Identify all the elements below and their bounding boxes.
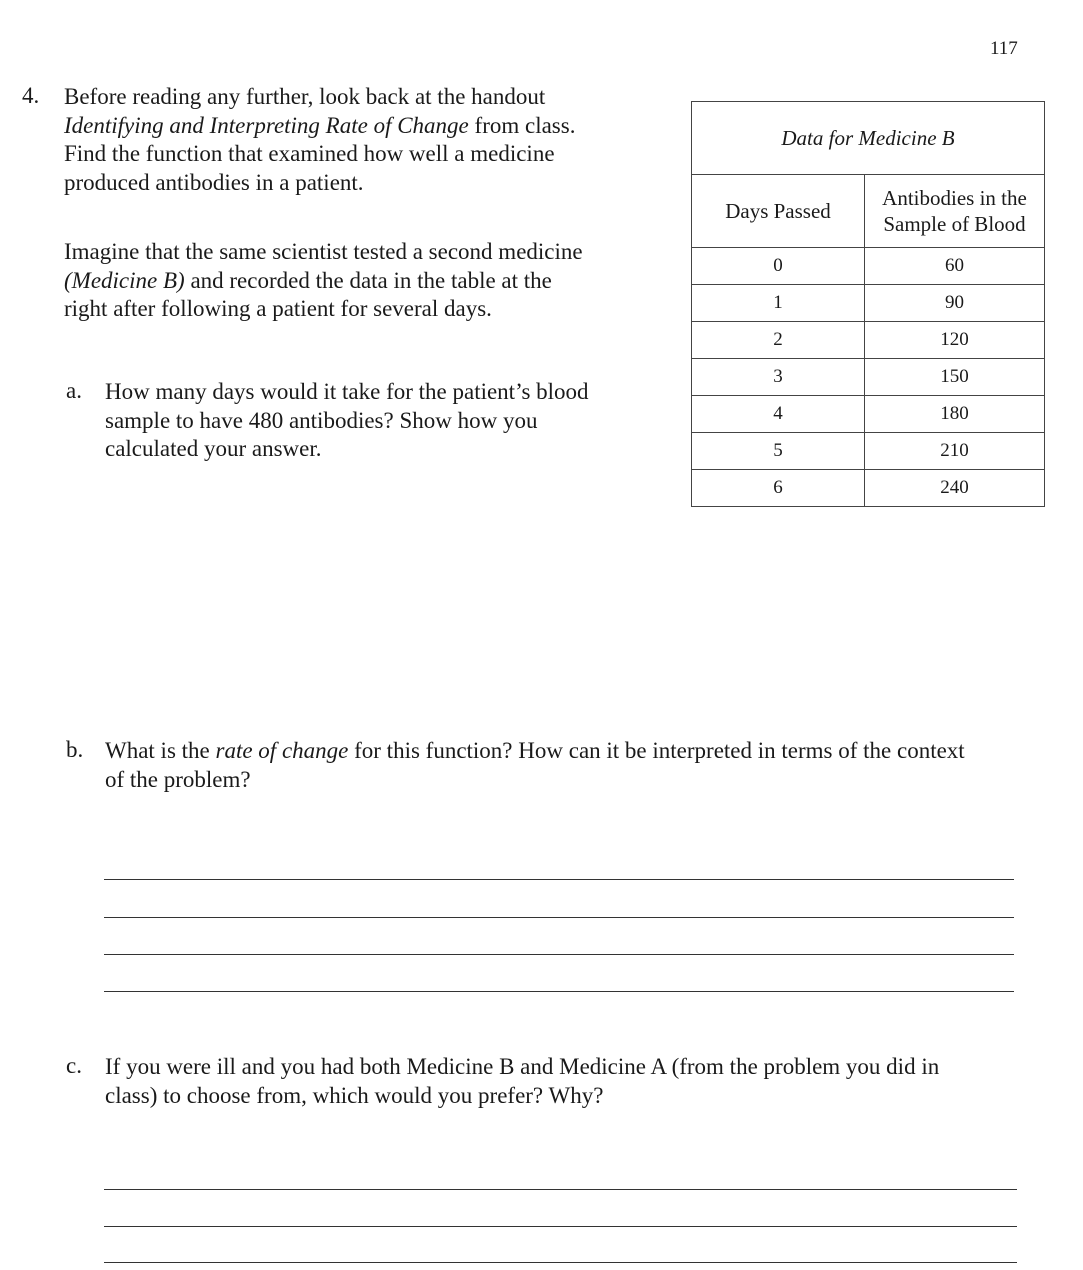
intro-line-2 — [64, 112, 664, 141]
part-c-label: c. — [66, 1053, 82, 1078]
question-intro — [64, 83, 664, 197]
part-c-line-1: If you were ill and you had both Medicine B and Medicine A (from the problem you did in — [105, 1054, 940, 1079]
part-a-line-3: calculated your answer. — [105, 436, 322, 461]
answer-line-b-3[interactable] — [104, 954, 1014, 955]
table-row — [692, 433, 1045, 470]
col-header-antibodies-line2: Sample of Blood — [883, 212, 1026, 236]
days-cell: 3 — [692, 359, 865, 396]
answer-line-b-4[interactable] — [104, 991, 1014, 992]
question-number: 4. — [22, 83, 40, 108]
part-c-question — [105, 1053, 1045, 1110]
table-row — [692, 285, 1045, 322]
context-line-2-rest: and recorded the data in the table at the — [184, 267, 552, 293]
days-cell: 0 — [692, 248, 865, 285]
part-a-label: a. — [66, 378, 82, 403]
part-a-line-2: sample to have 480 antibodies? Show how you — [105, 407, 538, 433]
antibodies-cell: 150 — [865, 359, 1045, 396]
answer-line-b-2[interactable] — [104, 917, 1014, 918]
antibodies-cell: 120 — [865, 322, 1045, 359]
page-number: 117 — [990, 38, 1018, 59]
intro-line-1: Before reading any further, look back at the handout — [64, 84, 546, 109]
handout-title: Identifying and Interpreting Rate of Change — [64, 112, 469, 138]
table-row — [692, 322, 1045, 359]
part-b-label: b. — [66, 737, 84, 762]
antibodies-cell: 90 — [865, 285, 1045, 322]
days-cell: 6 — [692, 470, 865, 507]
antibodies-cell: 60 — [865, 248, 1045, 285]
col-header-antibodies-line1: Antibodies in the — [882, 186, 1027, 210]
rate-of-change-term: rate of change — [215, 738, 349, 763]
part-b-line-2: of the problem? — [105, 766, 251, 792]
medicine-b-label: (Medicine B) — [64, 267, 185, 293]
intro-line-3: Find the function that examined how well a medicine — [64, 141, 555, 166]
intro-line-4: produced antibodies in a patient. — [64, 169, 364, 195]
antibodies-cell: 180 — [865, 396, 1045, 433]
antibodies-cell: 210 — [865, 433, 1045, 470]
col-header-antibodies — [865, 175, 1045, 248]
part-a-question — [105, 378, 665, 464]
part-c-line-2: class) to choose from, which would you prefer? Why? — [105, 1082, 604, 1108]
context-line-3: right after following a patient for several days. — [64, 296, 492, 321]
answer-line-c-1[interactable] — [104, 1189, 1017, 1190]
table-row — [692, 470, 1045, 507]
medicine-b-table — [691, 101, 1045, 507]
days-cell: 5 — [692, 433, 865, 470]
part-b-question — [105, 737, 1045, 794]
days-cell: 4 — [692, 396, 865, 433]
answer-line-b-1[interactable] — [104, 879, 1014, 880]
antibodies-cell: 240 — [865, 470, 1045, 507]
part-a-line-1: How many days would it take for the patient’s blood — [105, 379, 589, 404]
days-cell: 1 — [692, 285, 865, 322]
days-cell: 2 — [692, 322, 865, 359]
table-row — [692, 359, 1045, 396]
table-row — [692, 248, 1045, 285]
part-b-line-1: What is the rate of change for this function? How can it be interpreted in terms of the context — [105, 738, 965, 763]
answer-line-c-2[interactable] — [104, 1226, 1017, 1227]
question-context — [64, 238, 664, 324]
intro-line-2-rest: from class. — [468, 112, 576, 138]
context-line-2 — [64, 267, 664, 296]
col-header-days: Days Passed — [692, 175, 865, 248]
context-line-1: Imagine that the same scientist tested a second medicine — [64, 239, 583, 264]
table-title: Data for Medicine B — [692, 102, 1045, 175]
answer-line-c-3[interactable] — [104, 1262, 1017, 1263]
table-row — [692, 396, 1045, 433]
